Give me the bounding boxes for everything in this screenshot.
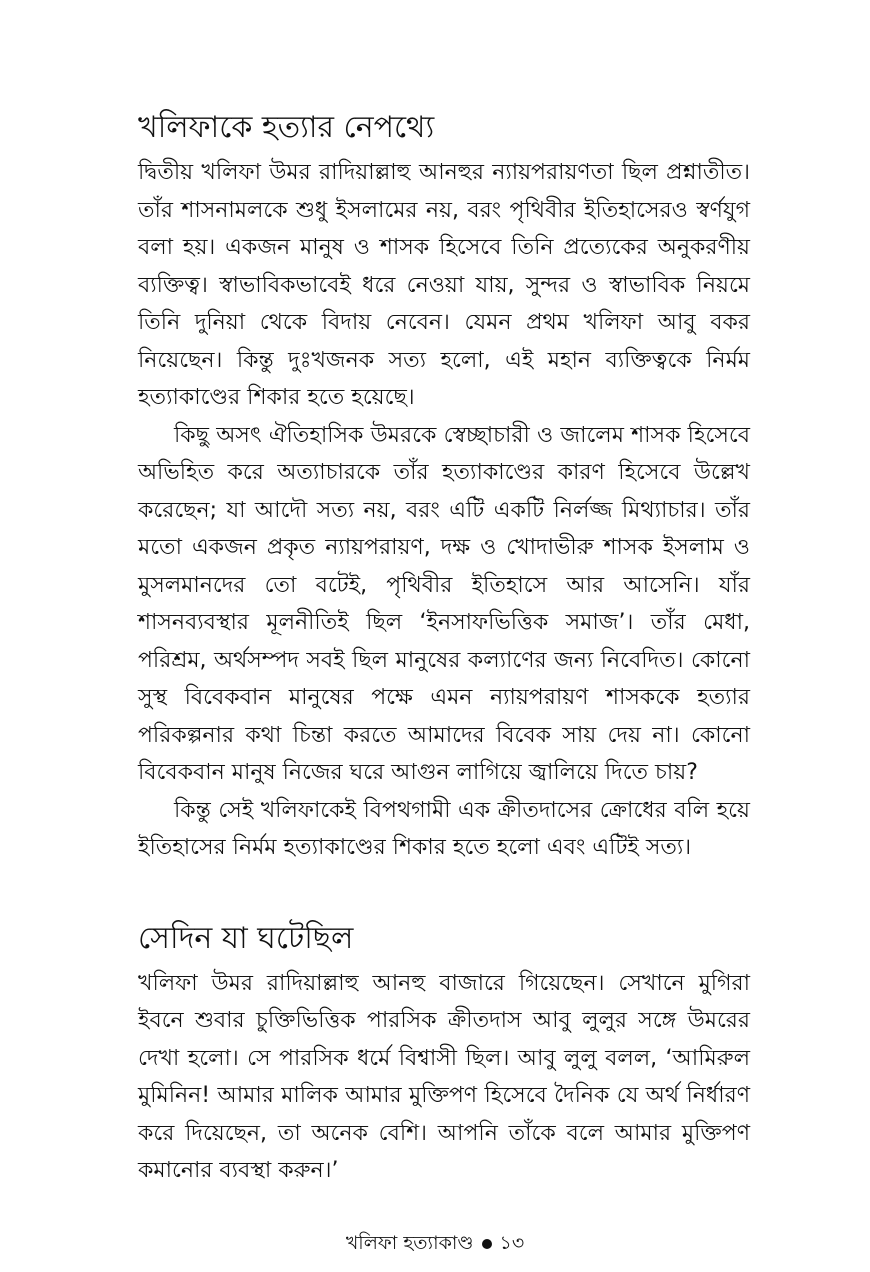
paragraph-2: কিছু অসৎ ঐতিহাসিক উমরকে স্বেচ্ছাচারী ও জালেম শাসক হিসেবে অভিহিত করে অত্যাচারকে তাঁর হত্যাকাণ্ডের কারণ হিসেবে উল্লেখ করেছেন; যা আদৌ সত্য নয়, বরং এটি একটি নির্লজ্জ মিথ্যাচার। তাঁর মতো একজন প্রকৃত ন্যায়পরায়ণ, দক্ষ ও খোদাভীরু শাসক ইসলাম ও মুসলমানদের তো বটেই, পৃথিবীর ইতিহাসে আর আসেনি। যাঁর শাসনব্যবস্থার মূলনীতিই ছিল ‘ইনসাফভিত্তিক সমাজ’। তাঁর মেধা, পরিশ্রম, অর্থসম্পদ সবই ছিল মানুষের কল্যাণের জন্য নিবেদিত। কোনো সুস্থ বিবেকবান মানুষের পক্ষে এমন ন্যায়পরায়ণ শাসককে হত্যার পরিকল্পনার কথা চিন্তা করতে আমাদের বিবেক সায় দেয় না। কোনো বিবেকবান মানুষ নিজের ঘরে আগুন লাগিয়ে জ্বালিয়ে দিতে চায়? <box>138 422 750 785</box>
footer-bullet-icon <box>482 1239 492 1249</box>
footer-book-title: খলিফা হত্যাকাণ্ড <box>345 1232 474 1254</box>
page-content <box>138 100 750 1190</box>
paragraph-1: দ্বিতীয় খলিফা উমর রাদিয়াল্লাহু আনহুর ন্যায়পরায়ণতা ছিল প্রশ্নাতীত। তাঁর শাসনামলকে শুধু ইসলামের নয়, বরং পৃথিবীর ইতিহাসেরও স্বর্ণযুগ বলা হয়। একজন মানুষ ও শাসক হিসেবে তিনি প্রত্যেকের অনুকরণীয় ব্যক্তিত্ব। স্বাভাবিকভাবেই ধরে নেওয়া যায়, সুন্দর ও স্বাভাবিক নিয়মে তিনি দুনিয়া থেকে বিদায় নেবেন। যেমন প্রথম খলিফা আবু বকর নিয়েছেন। কিন্তু দুঃখজনক সত্য হলো, এই মহান ব্যক্তিত্বকে নির্মম হত্যাকাণ্ডের শিকার হতে হয়েছে। <box>138 160 750 410</box>
section-heading-2: সেদিন যা ঘটেছিল <box>138 920 354 956</box>
paragraph-3: কিন্তু সেই খলিফাকেই বিপথগামী এক ক্রীতদাসের ক্রোধের বলি হয়ে ইতিহাসের নির্মম হত্যাকাণ্ডের শিকার হতে হলো এবং এটিই সত্য। <box>138 797 750 860</box>
section-spacer <box>138 867 750 911</box>
section-heading-1: খলিফাকে হত্যার নেপথ্যে <box>138 110 435 145</box>
page-footer <box>0 1230 870 1256</box>
page-number: ১৩ <box>499 1232 525 1254</box>
paragraph-4: খলিফা উমর রাদিয়াল্লাহু আনহু বাজারে গিয়েছেন। সেখানে মুগিরা ইবনে শুবার চুক্তিভিত্তিক পারসিক ক্রীতদাস আবু লুলুর সঙ্গে উমরের দেখা হলো। সে পারসিক ধর্মে বিশ্বাসী ছিল। আবু লুলু বলল, ‘আমিরুল মুমিনিন! আমার মালিক আমার মুক্তিপণ হিসেবে দৈনিক যে অর্থ নির্ধারণ করে দিয়েছেন, তা অনেক বেশি। আপনি তাঁকে বলে আমার মুক্তিপণ কমানোর ব্যবস্থা করুন।’ <box>138 970 750 1183</box>
